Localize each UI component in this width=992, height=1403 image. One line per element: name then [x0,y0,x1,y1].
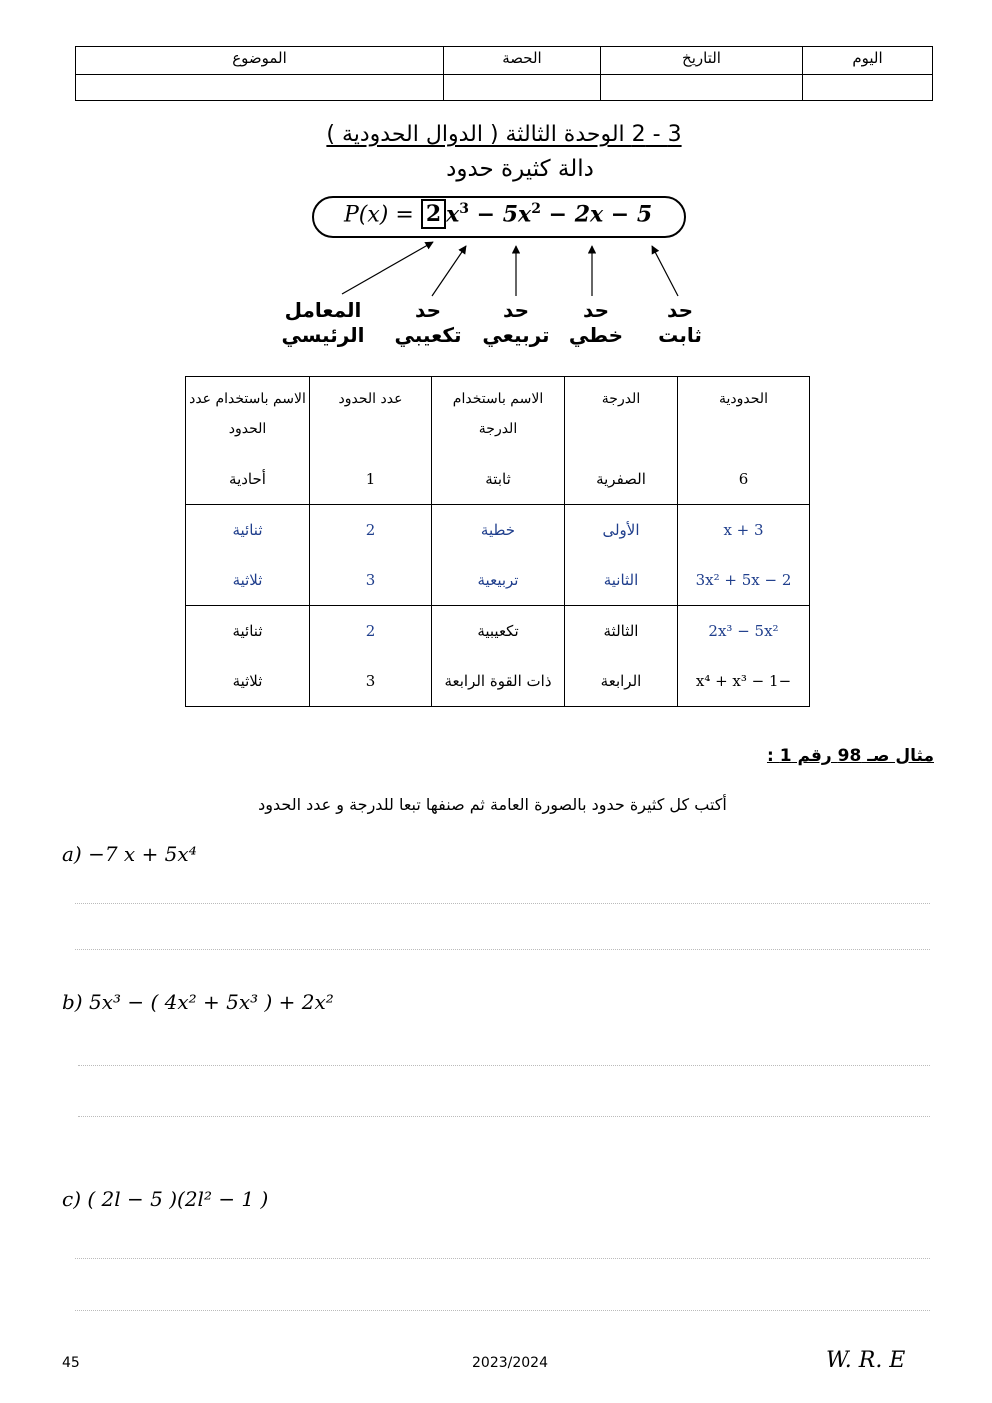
exercise-c-expr: ( 2l − 5 )(2l² − 1 ) [87,1187,269,1211]
table-row [186,555,810,606]
label-linear-text: حد خطي [568,298,624,347]
answer-line[interactable] [75,1258,930,1259]
cell-degree: الثانية [565,555,678,606]
cell-name-terms: ثلاثية [186,656,310,707]
classification-table [185,376,810,707]
th-polynomial: الحدودية [678,377,810,455]
arrow-constant [652,246,678,296]
answer-line[interactable] [78,1065,930,1066]
label-constant-text: حد ثابت [658,298,702,347]
label-cubic-text: حد تكعيبي [394,298,462,347]
exercise-b [62,990,334,1014]
author-signature: W. R. E [826,1348,906,1373]
cell-name-degree: خطية [432,505,565,556]
exercise-c [62,1187,268,1211]
leading-coefficient: 2 [421,199,446,229]
school-year: 2023/2024 [472,1355,548,1371]
table-row [186,454,810,505]
header-date: التاريخ [601,47,803,75]
exercise-c-label: c) [62,1187,82,1211]
formula-exp2: 2 [531,201,541,217]
exercise-a-expr: −7 x + 5x⁴ [88,842,197,866]
th-name-degree: الاسم باستخدام الدرجة [432,377,565,455]
cell-poly: x + 3 [678,505,810,556]
cell-degree: الثالثة [565,606,678,657]
header-subject: الموضوع [76,47,444,75]
cell-poly: −x⁴ + x³ − 1 [678,656,810,707]
label-leading-text: المعامل الرئيسي [281,298,365,347]
exercise-b-label: b) [62,990,83,1014]
cell-num: 1 [310,454,432,505]
th-num-terms: عدد الحدود [310,377,432,455]
section-subtitle: دالة كثيرة حدود [446,156,594,182]
cell-name-degree: ذات القوة الرابعة [432,656,565,707]
table-row [186,606,810,657]
cell-name-terms: ثنائية [186,606,310,657]
formula-quad-term: − 5x [469,201,532,228]
example-instruction: أكتب كل كثيرة حدود بالصورة العامة ثم صنفها تبعا للدرجة و عدد الحدود [258,795,727,814]
exercise-b-expr: 5x³ − ( 4x² + 5x³ ) + 2x² [88,990,334,1014]
arrow-leading [342,242,433,294]
answer-line[interactable] [78,1116,930,1117]
th-degree: الدرجة [565,377,678,455]
table-row [186,656,810,707]
cell-name-degree: ثابتة [432,454,565,505]
example-title: مثال صـ 98 رقم 1 : [766,746,934,766]
label-quadratic-term [478,298,554,348]
formula-x: x [446,201,460,228]
label-constant-term [650,298,710,348]
cell-degree: الرابعة [565,656,678,707]
unit-title: 3 - 2 الوحدة الثالثة ( الدوال الحدودية ) [326,122,682,147]
exercise-a-label: a) [62,842,82,866]
label-leading-coefficient [278,298,368,348]
cell-num: 3 [310,656,432,707]
cell-name-degree: تكعيبية [432,606,565,657]
arrow-cubic [432,246,466,296]
cell-num: 2 [310,505,432,556]
answer-line[interactable] [75,903,930,904]
cell-name-terms: ثلاثية [186,555,310,606]
cell-poly: 3x² + 5x − 2 [678,555,810,606]
formula-exp3: 3 [459,201,469,217]
cell-name-degree: تربيعية [432,555,565,606]
cell-num: 3 [310,555,432,606]
answer-line[interactable] [75,1310,930,1311]
th-name-terms: الاسم باستخدام عدد الحدود [186,377,310,455]
cell-poly: 6 [678,454,810,505]
cell-degree: الصفرية [565,454,678,505]
cell-degree: الأولى [565,505,678,556]
formula-lhs: P(x) = [344,202,414,228]
table-row [186,505,810,556]
page-number: 45 [62,1355,80,1371]
exercise-a [62,842,197,866]
cell-name-terms: أحادية [186,454,310,505]
label-quadratic-text: حد تربيعي [482,298,550,347]
cell-name-terms: ثنائية [186,505,310,556]
formula-tail: − 2x − 5 [540,201,653,228]
header-session: الحصة [444,47,601,75]
cell-num: 2 [310,606,432,657]
header-day: اليوم [803,47,933,75]
label-cubic-term [388,298,468,348]
cell-poly: 2x³ − 5x² [678,606,810,657]
answer-line[interactable] [75,949,930,950]
label-linear-term [566,298,626,348]
